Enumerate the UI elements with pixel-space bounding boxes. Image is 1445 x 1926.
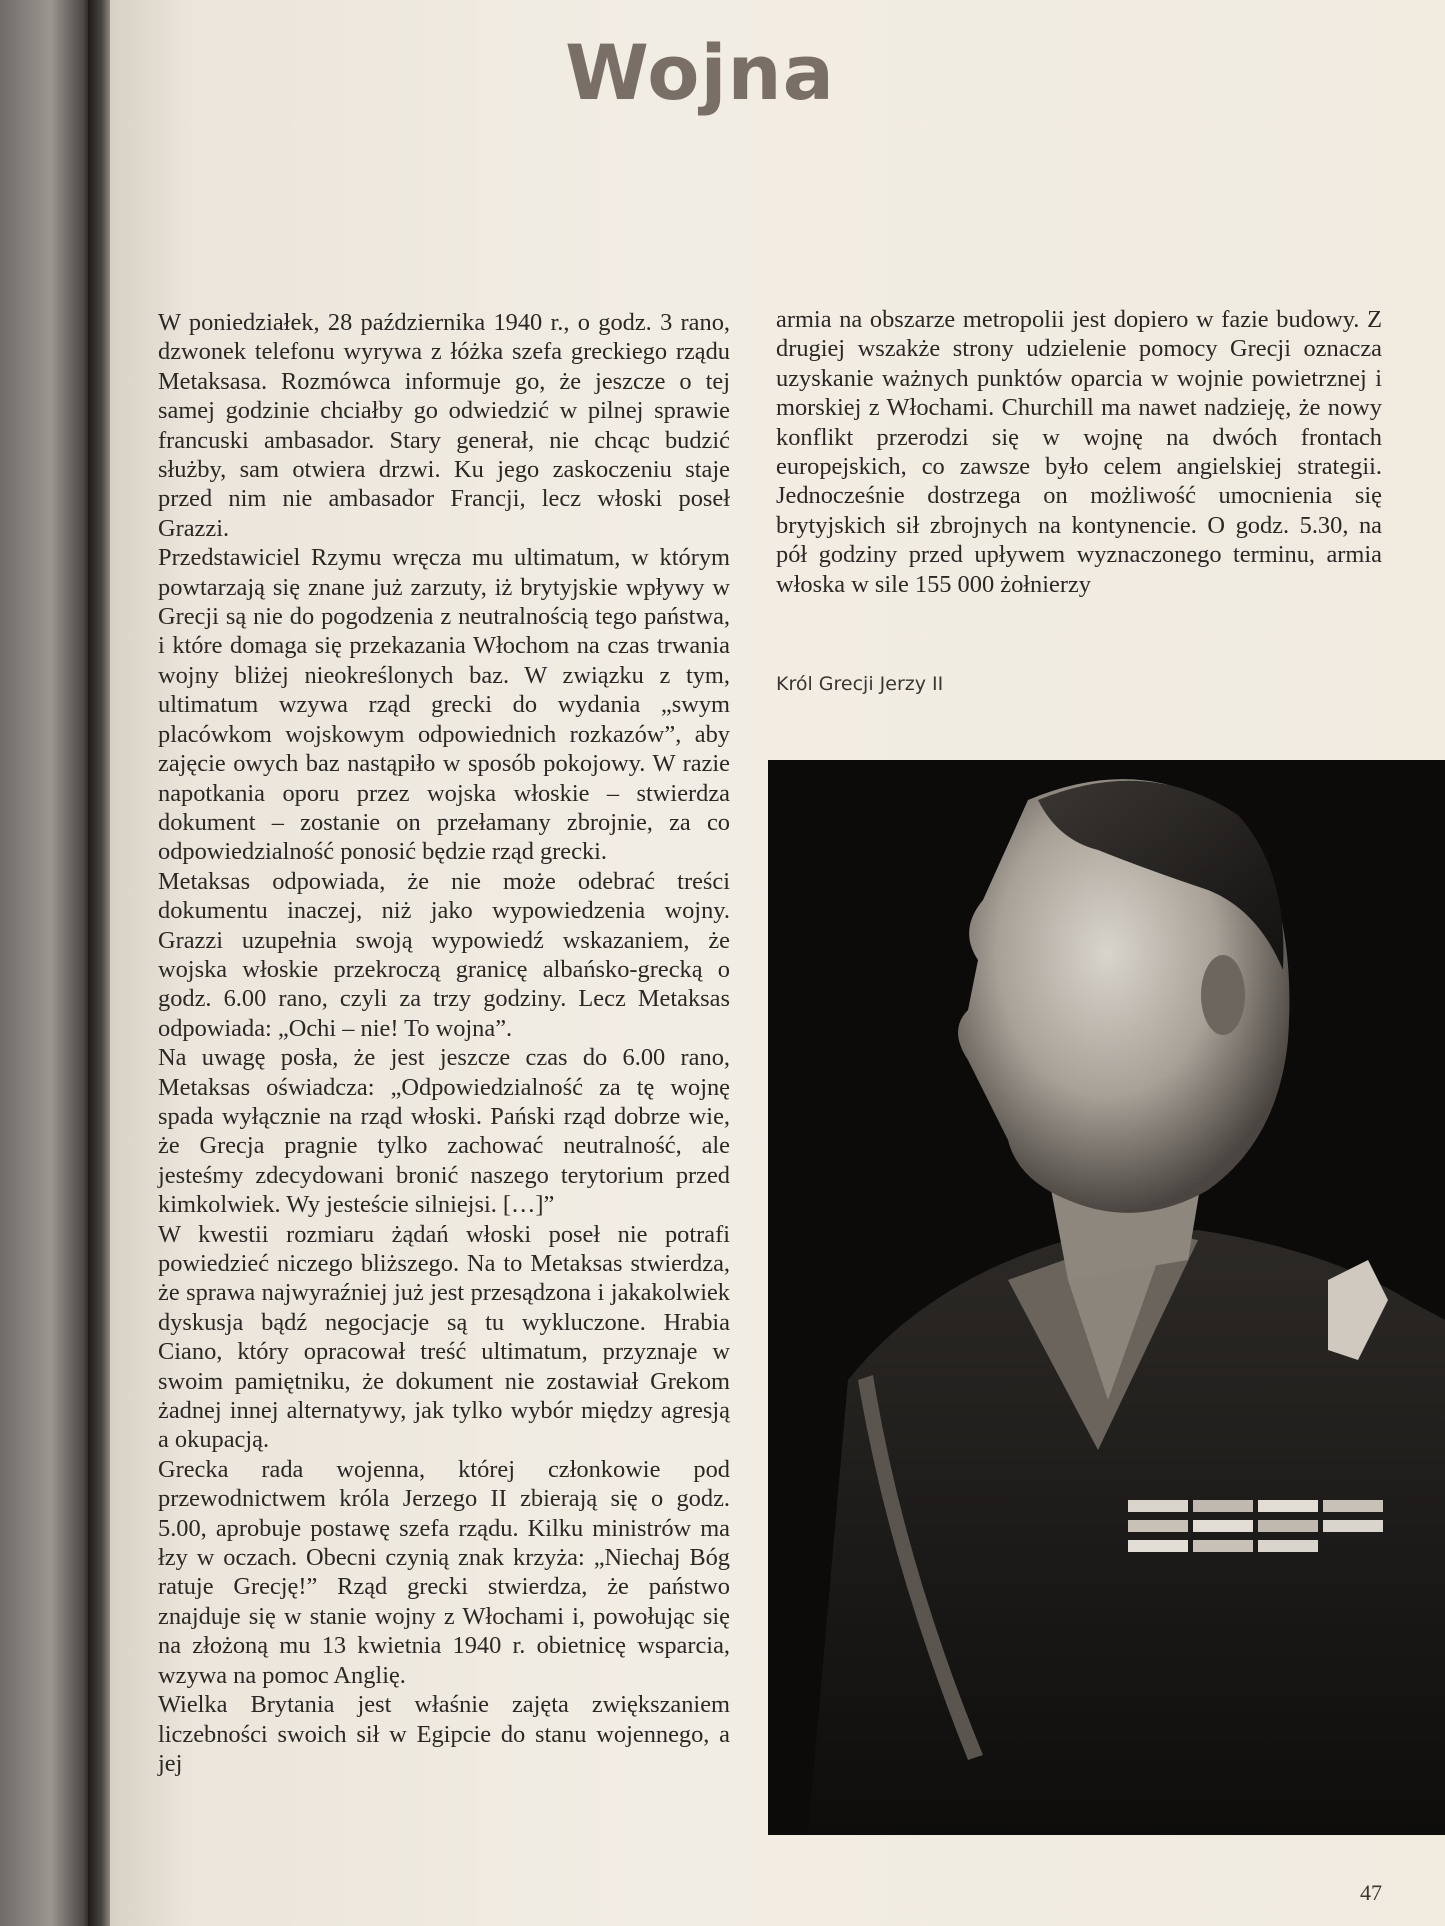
paragraph: Grecka rada wojenna, której członkowie pod przewodnictwem króla Jerzego II zbierają się o godz. 5.00, aprobuje postawę szefa rządu. Kilku ministrów ma łzy w oczach. Obecni czynią znak krzyża: „Niechaj Bóg ratuje Grecję!” Rząd grecki stwierdza, że państwo znajduje się w stanie wojny z Włochami i, powołując się na złożoną mu 13 kwietnia 1940 r. obietnicę wsparcia, wzywa na pomoc Anglię. — [158, 1455, 730, 1689]
paragraph: Przedstawiciel Rzymu wręcza mu ultimatum, w którym powtarzają się znane już zarzuty, iż brytyjskie wpływy w Grecji są nie do pogodzenia z neutralnością tego państwa, i które domaga się przekazania Włochom na czas trwania wojny bliżej nieokreślonych baz. W związku z tym, ultimatum wzywa rząd grecki do wydania „swym placówkom wojskowym odpowiednich rozkazów”, aby zajęcie owych baz nastąpiło w sposób pokojowy. W razie napotkania oporu przez wojska włoskie – stwierdza dokument – zostanie on przełamany zbrojnie, za co odpowiedzialność ponosić będzie rząd grecki. — [158, 544, 730, 866]
page-number: 47 — [1360, 1880, 1382, 1905]
portrait-illustration — [768, 760, 1445, 1835]
paragraph: armia na obszarze metropolii jest dopiero w fazie budowy. Z drugiej wszakże strony udzielenie pomocy Grecji oznacza uzyskanie ważnych punktów oparcia w wojnie powietrznej i morskiej z Włochami. Churchill ma nawet nadzieję, że nowy konflikt przerodzi się w wojnę na dwóch frontach europejskich, co zawsze było celem angielskiej strategii. Jednocześnie dostrzega on możliwość umocnienia się brytyjskich sił zbrojnych na kontynencie. O godz. 5.30, na pół godziny przed upływem wyznaczonego terminu, armia włoska w sile 155 000 żołnierzy — [776, 306, 1382, 598]
page-title: Wojna — [565, 28, 835, 117]
facing-page-edge — [0, 0, 92, 1926]
photo-caption: Król Grecji Jerzy II — [776, 673, 944, 695]
paragraph: W poniedziałek, 28 października 1940 r., o godz. 3 rano, dzwonek telefonu wyrywa z łóżka szefa greckiego rządu Metaksasa. Rozmówca informuje go, że jeszcze o tej samej godzinie chciałby go odwiedzić w pilnej sprawie francuski ambasador. Stary generał, nie chcąc budzić służby, sam otwiera drzwi. Ku jego zaskoczeniu staje przed nim nie ambasador Francji, lecz włoski poseł Grazzi. — [158, 309, 730, 542]
paragraph: Metaksas odpowiada, że nie może odebrać treści dokumentu inaczej, niż jako wypowiedzenia wojny. Grazzi uzupełnia swoją wypowiedź wskazaniem, że wojska włoskie przekroczą granicę albańsko-grecką o godz. 6.00 rano, czyli za trzy godziny. Lecz Metaksas odpowiada: „Ochi – nie! To wojna”. — [158, 867, 730, 1042]
right-text-column — [776, 305, 1382, 599]
left-text-column — [158, 308, 730, 1778]
portrait-photo — [768, 760, 1445, 1835]
paragraph: Wielka Brytania jest właśnie zajęta zwiększaniem liczebności swoich sił w Egipcie do stanu wojennego, a jej — [158, 1691, 730, 1777]
paragraph: W kwestii rozmiaru żądań włoski poseł nie potrafi powiedzieć niczego bliższego. Na to Metaksas stwierdza, że sprawa najwyraźniej już jest przesądzona i jakakolwiek dyskusja bądź negocjacje są tu wykluczone. Hrabia Ciano, który opracował treść ultimatum, przyznaje w swoim pamiętniku, że dokument nie zostawiał Grekom żadnej innej alternatywy, jak tylko wybór między agresją a okupacją. — [158, 1220, 730, 1454]
paragraph: Na uwagę posła, że jest jeszcze czas do 6.00 rano, Metaksas oświadcza: „Odpowiedzialność za tę wojnę spada wyłącznie na rząd włoski. Pański rząd dobrze wie, że Grecja pragnie tylko zachować neutralność, ale jesteśmy zdecydowani bronić naszego terytorium przed kimkolwiek. Wy jesteście silniejsi. […]” — [158, 1044, 730, 1219]
